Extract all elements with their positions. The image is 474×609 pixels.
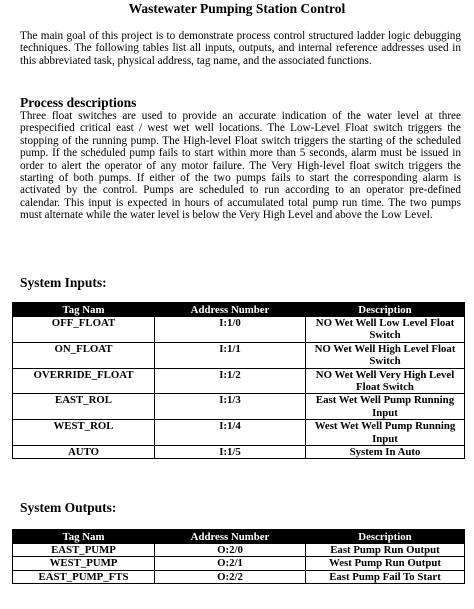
description-cell: East Pump Fail To Start bbox=[306, 570, 465, 583]
address-cell: I:1/1 bbox=[155, 342, 306, 368]
address-cell: I:1/2 bbox=[155, 368, 306, 394]
tag-cell: EAST_PUMP_FTS bbox=[13, 570, 155, 583]
table-row bbox=[13, 557, 465, 570]
process-heading: Process descriptions bbox=[20, 95, 137, 110]
description-cell: NO Wet Well Low Level Float Switch bbox=[306, 317, 465, 343]
table-row bbox=[13, 394, 465, 420]
inputs-table bbox=[12, 302, 465, 459]
process-paragraph: Three float switches are used to provide an accurate indication of the water level at three prespecified critical east / west wet well locations. The Low-Level Float switch triggers the stopping of the running pump. The High-level Float switch triggers the starting of the scheduled pump. If the scheduled pump fails to start within more than 5 seconds, alarm must be issued in order to alert the operator of any motor failure. The Very High-level float switch triggers the starting of both pumps. If either of the two pumps fails to start the corresponding alarm is activated by the control. Pumps are scheduled to run according to an operator pre-defined calendar. This input is expected in hours of accumulated total pump run time. The two pumps must alternate while the water level is below the Very High Level and above the Low Level. bbox=[20, 110, 461, 222]
table-row bbox=[13, 420, 465, 446]
col-header-address: Address Number bbox=[155, 530, 306, 544]
document-title: Wastewater Pumping Station Control bbox=[128, 1, 346, 16]
table-row bbox=[13, 317, 465, 343]
col-header-tag: Tag Nam bbox=[13, 530, 155, 544]
inputs-heading: System Inputs: bbox=[20, 275, 107, 290]
address-cell: I:1/3 bbox=[155, 394, 306, 420]
inputs-header-row bbox=[13, 303, 465, 317]
tag-cell: EAST_ROL bbox=[13, 394, 155, 420]
tag-cell: AUTO bbox=[13, 446, 155, 459]
outputs-heading: System Outputs: bbox=[20, 500, 117, 515]
tag-cell: OFF_FLOAT bbox=[13, 317, 155, 343]
description-cell: System In Auto bbox=[306, 446, 465, 459]
table-row bbox=[13, 544, 465, 557]
tag-cell: WEST_PUMP bbox=[13, 557, 155, 570]
table-row bbox=[13, 446, 465, 459]
table-row bbox=[13, 368, 465, 394]
description-cell: East Wet Well Pump Running Input bbox=[306, 394, 465, 420]
col-header-tag: Tag Nam bbox=[13, 303, 155, 317]
address-cell: I:1/4 bbox=[155, 420, 306, 446]
description-cell: East Pump Run Output bbox=[306, 544, 465, 557]
description-cell: NO Wet Well Very High Level Float Switch bbox=[306, 368, 465, 394]
tag-cell: OVERRIDE_FLOAT bbox=[13, 368, 155, 394]
address-cell: I:1/0 bbox=[155, 317, 306, 343]
description-cell: West Wet Well Pump Running Input bbox=[306, 420, 465, 446]
tag-cell: ON_FLOAT bbox=[13, 342, 155, 368]
col-header-address: Address Number bbox=[155, 303, 306, 317]
outputs-table bbox=[12, 529, 465, 584]
tag-cell: EAST_PUMP bbox=[13, 544, 155, 557]
address-cell: O:2/0 bbox=[155, 544, 306, 557]
address-cell: O:2/1 bbox=[155, 557, 306, 570]
outputs-header-row bbox=[13, 530, 465, 544]
description-cell: NO Wet Well High Level Float Switch bbox=[306, 342, 465, 368]
table-row bbox=[13, 342, 465, 368]
intro-paragraph: The main goal of this project is to demonstrate process control structured ladder logic debugging techniques. The following tables list all inputs, outputs, and internal reference addresses used in this abbreviated task, physical address, tag name, and the associated functions. bbox=[20, 30, 461, 67]
address-cell: I:1/5 bbox=[155, 446, 306, 459]
address-cell: O:2/2 bbox=[155, 570, 306, 583]
col-header-description: Description bbox=[306, 303, 465, 317]
tag-cell: WEST_ROL bbox=[13, 420, 155, 446]
description-cell: West Pump Run Output bbox=[306, 557, 465, 570]
col-header-description: Description bbox=[306, 530, 465, 544]
table-row bbox=[13, 570, 465, 583]
